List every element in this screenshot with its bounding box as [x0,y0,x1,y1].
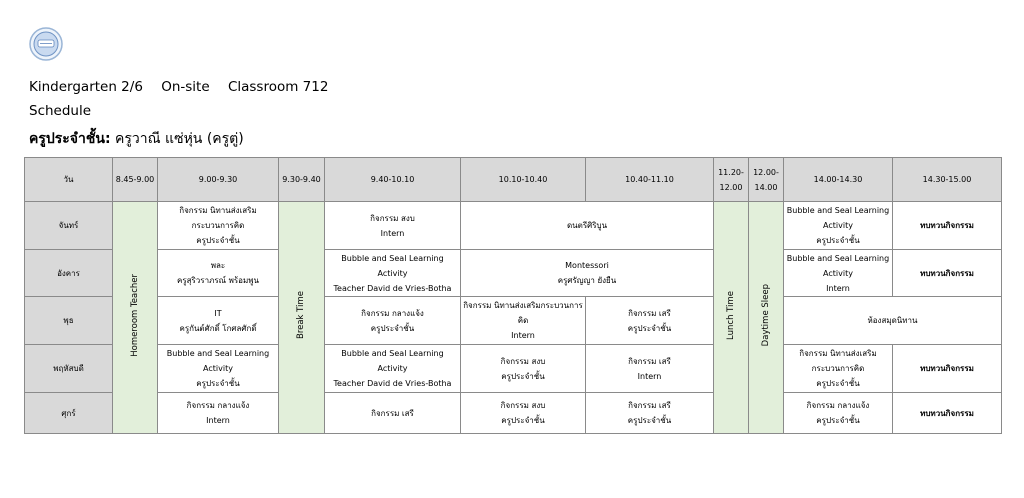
schedule-cell: กิจกรรม กลางแจ้ง Intern [158,393,279,434]
header-time: 10.40-11.10 [586,158,714,202]
table-row [25,250,1002,297]
table-row [25,393,1002,434]
schedule-cell: ทบทวนกิจกรรม [893,202,1002,250]
schedule-cell: กิจกรรม เสรี Intern [586,345,714,393]
day-friday: ศุกร์ [25,393,113,434]
teacher-name: ครูวาณี แซ่หุ่น (ครูตู่) [115,131,244,147]
page-subtitle: Schedule [29,103,92,119]
schedule-cell: กิจกรรม นิทานส่งเสริม กระบวนการคิด ครูประจำชั้น [784,345,893,393]
class-name: Kindergarten 2/6 [29,79,143,95]
class-mode: On-site [161,79,210,95]
day-wednesday: พุธ [25,297,113,345]
homeroom-teacher-line [29,128,244,150]
school-seal-logo [29,27,63,61]
schedule-cell: ทบทวนกิจกรรม [893,250,1002,297]
schedule-cell: กิจกรรม เสรี ครูประจำชั้น [586,297,714,345]
schedule-cell: Bubble and Seal Learning Activity Teacher David de Vries-Botha [325,250,461,297]
table-row [25,297,1002,345]
header-time: 11.20- 12.00 [714,158,749,202]
schedule-cell: Bubble and Seal Learning Activity ครูประจำชั้น [784,202,893,250]
class-info [29,79,342,95]
classroom-number: Classroom 712 [227,79,329,95]
schedule-cell: พละ ครูสุริวราภรณ์ พร้อมพูน [158,250,279,297]
teacher-label: ครูประจำชั้น: [29,131,111,147]
header-time: 9.30-9.40 [279,158,325,202]
schedule-cell: ห้องสมุดนิทาน [784,297,1002,345]
schedule-cell: กิจกรรม นิทานส่งเสริมกระบวนการ คิด Intern [461,297,586,345]
schedule-cell: กิจกรรม เสรี [325,393,461,434]
day-monday: จันทร์ [25,202,113,250]
header-time: 9.40-10.10 [325,158,461,202]
schedule-cell: กิจกรรม เสรี ครูประจำชั้น [586,393,714,434]
schedule-cell: Bubble and Seal Learning Activity Teacher David de Vries-Botha [325,345,461,393]
schedule-table [24,157,1002,434]
header-time: 12.00- 14.00 [749,158,784,202]
lunch-time-block: Lunch Time [714,202,749,434]
header-day: วัน [25,158,113,202]
header-time: 14.00-14.30 [784,158,893,202]
schedule-cell: Montessori ครูศรัญญา ยังยืน [461,250,714,297]
schedule-cell: ทบทวนกิจกรรม [893,393,1002,434]
schedule-cell: กิจกรรม กลางแจ้ง ครูประจำชั้น [784,393,893,434]
schedule-cell: Bubble and Seal Learning Activity ครูประจำชั้น [158,345,279,393]
schedule-cell: กิจกรรม สงบ Intern [325,202,461,250]
header-row [25,158,1002,202]
daytime-sleep-block: Daytime Sleep [749,202,784,434]
table-row [25,202,1002,250]
homeroom-teacher-block: Homeroom Teacher [113,202,158,434]
day-thursday: พฤหัสบดี [25,345,113,393]
schedule-cell: Bubble and Seal Learning Activity Intern [784,250,893,297]
schedule-cell: กิจกรรม สงบ ครูประจำชั้น [461,345,586,393]
header-time: 8.45-9.00 [113,158,158,202]
table-row [25,345,1002,393]
day-tuesday: อังคาร [25,250,113,297]
schedule-cell: ดนตรีศิริบูน [461,202,714,250]
break-time-block: Break Time [279,202,325,434]
schedule-cell: ทบทวนกิจกรรม [893,345,1002,393]
schedule-cell: กิจกรรม นิทานส่งเสริม กระบวนการคิด ครูประจำชั้น [158,202,279,250]
header-time: 14.30-15.00 [893,158,1002,202]
header-time: 9.00-9.30 [158,158,279,202]
schedule-cell: IT ครูกันต์ศักดิ์ โกศลศักดิ์ [158,297,279,345]
header-time: 10.10-10.40 [461,158,586,202]
schedule-cell: กิจกรรม กลางแจ้ง ครูประจำชั้น [325,297,461,345]
schedule-cell: กิจกรรม สงบ ครูประจำชั้น [461,393,586,434]
